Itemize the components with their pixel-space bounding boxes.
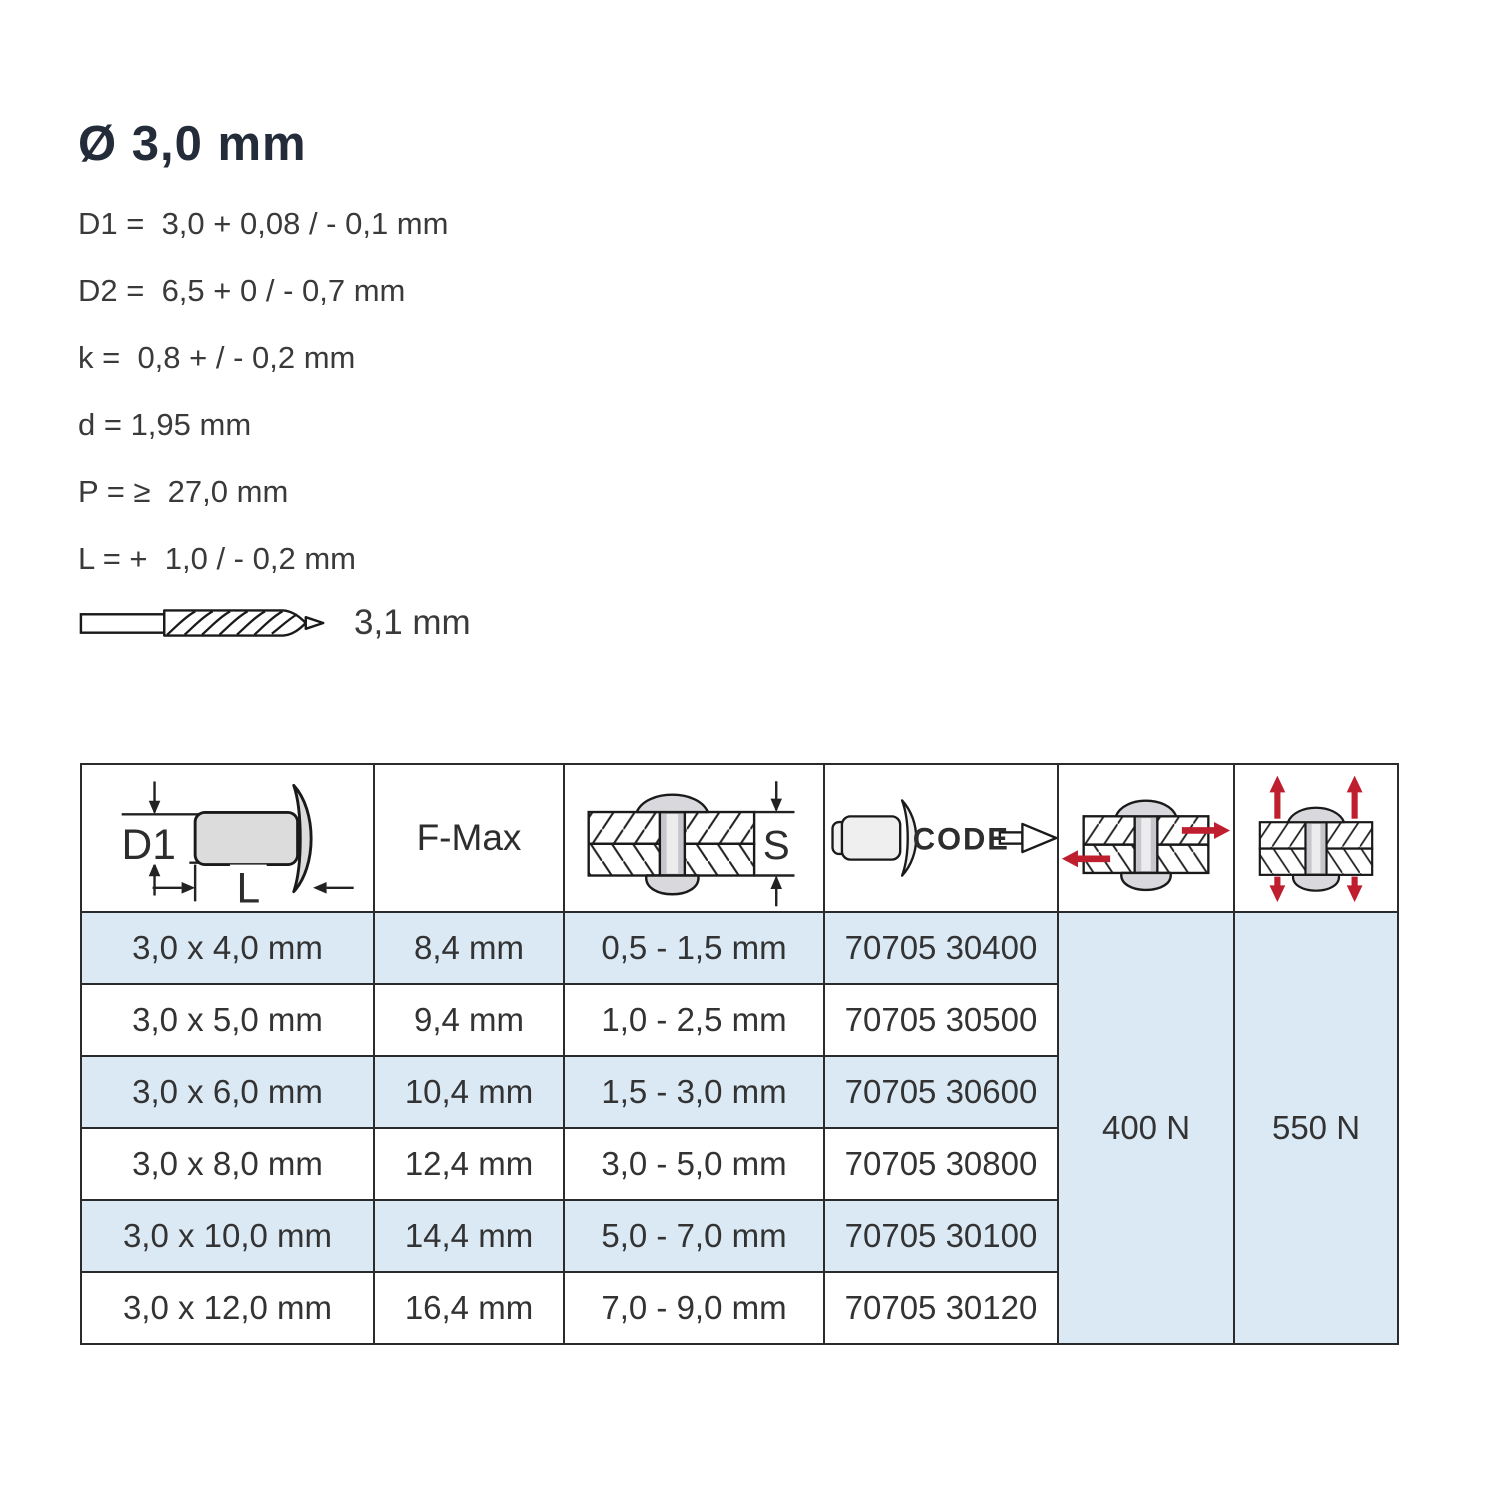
fmax-header-label: F-Max bbox=[416, 817, 522, 858]
spec-line-d2: D2 = 6,5 + 0 / - 0,7 mm bbox=[78, 273, 406, 308]
shear-strength-diagram bbox=[1061, 767, 1231, 909]
tensile-header-cell bbox=[1234, 764, 1398, 912]
grip-cell: 5,0 - 7,0 mm bbox=[564, 1200, 824, 1272]
grip-cell: 1,0 - 2,5 mm bbox=[564, 984, 824, 1056]
page-title: Ø 3,0 mm bbox=[78, 117, 307, 171]
code-cell: 70705 30100 bbox=[824, 1200, 1058, 1272]
code-cell: 70705 30500 bbox=[824, 984, 1058, 1056]
shear-value-cell: 400 N bbox=[1058, 912, 1234, 1344]
spec-line-p: P = ≥ 27,0 mm bbox=[78, 474, 289, 509]
rivet-spec-table bbox=[80, 763, 1399, 1345]
grip-range-diagram bbox=[581, 765, 807, 911]
tensile-strength-diagram bbox=[1237, 767, 1395, 909]
drill-bit-icon bbox=[78, 593, 330, 653]
code-cell: 70705 30120 bbox=[824, 1272, 1058, 1344]
size-cell: 3,0 x 12,0 mm bbox=[81, 1272, 374, 1344]
code-cell: 70705 30800 bbox=[824, 1128, 1058, 1200]
fmax-cell: 16,4 mm bbox=[374, 1272, 564, 1344]
tensile-value-cell: 550 N bbox=[1234, 912, 1398, 1344]
spec-line-d1: D1 = 3,0 + 0,08 / - 0,1 mm bbox=[78, 206, 449, 241]
grip-header-cell bbox=[564, 764, 824, 912]
grip-cell: 1,5 - 3,0 mm bbox=[564, 1056, 824, 1128]
code-diagram bbox=[825, 790, 1060, 886]
fmax-cell: 14,4 mm bbox=[374, 1200, 564, 1272]
table-row bbox=[81, 912, 1398, 984]
code-cell: 70705 30400 bbox=[824, 912, 1058, 984]
fmax-cell: 9,4 mm bbox=[374, 984, 564, 1056]
spec-line-d: d = 1,95 mm bbox=[78, 407, 252, 442]
d1-dim-label: D1 bbox=[121, 820, 176, 869]
l-dim-label: L bbox=[235, 863, 260, 911]
fmax-header-cell bbox=[374, 764, 564, 912]
fmax-cell: 8,4 mm bbox=[374, 912, 564, 984]
grip-cell: 7,0 - 9,0 mm bbox=[564, 1272, 824, 1344]
code-cell: 70705 30600 bbox=[824, 1056, 1058, 1128]
drill-size-row bbox=[78, 593, 471, 653]
size-cell: 3,0 x 10,0 mm bbox=[81, 1200, 374, 1272]
size-cell: 3,0 x 5,0 mm bbox=[81, 984, 374, 1056]
fmax-cell: 12,4 mm bbox=[374, 1128, 564, 1200]
grip-cell: 3,0 - 5,0 mm bbox=[564, 1128, 824, 1200]
size-cell: 3,0 x 8,0 mm bbox=[81, 1128, 374, 1200]
size-header-cell bbox=[81, 764, 374, 912]
code-label: CODE bbox=[912, 821, 1010, 857]
drill-size-label: 3,1 mm bbox=[354, 603, 471, 642]
size-cell: 3,0 x 4,0 mm bbox=[81, 912, 374, 984]
dimension-specs bbox=[78, 190, 448, 592]
grip-cell: 0,5 - 1,5 mm bbox=[564, 912, 824, 984]
s-dim-label: S bbox=[762, 822, 790, 869]
table-header-row bbox=[81, 764, 1398, 912]
code-header-cell bbox=[824, 764, 1058, 912]
fmax-cell: 10,4 mm bbox=[374, 1056, 564, 1128]
spec-line-k: k = 0,8 + / - 0,2 mm bbox=[78, 340, 356, 375]
rivet-size-diagram bbox=[92, 766, 364, 911]
size-cell: 3,0 x 6,0 mm bbox=[81, 1056, 374, 1128]
shear-header-cell bbox=[1058, 764, 1234, 912]
spec-line-l: L = + 1,0 / - 0,2 mm bbox=[78, 541, 356, 576]
